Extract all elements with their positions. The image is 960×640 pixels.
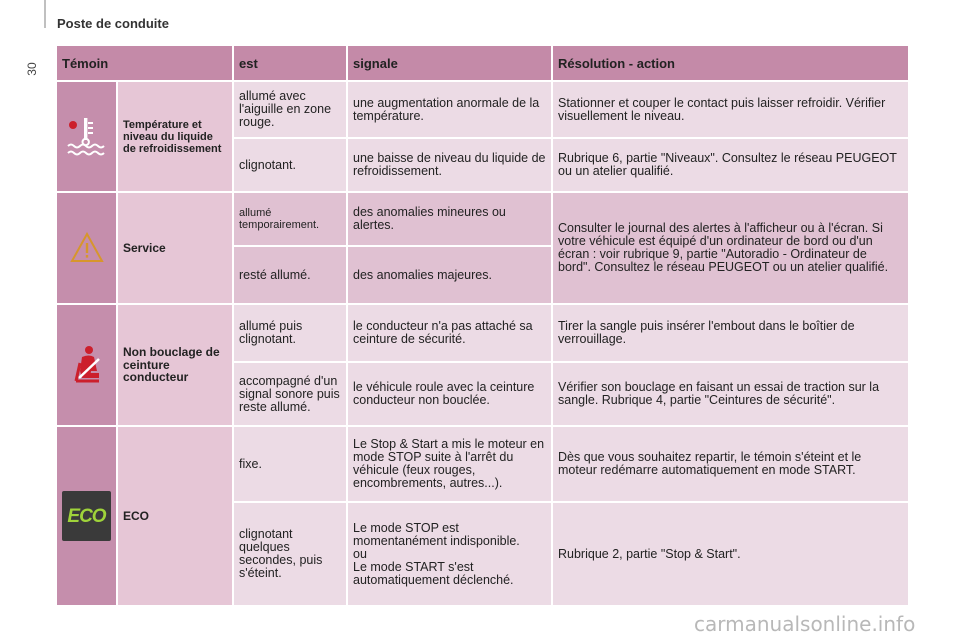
service-name: Service <box>118 193 232 303</box>
eco-signale-2-or: ou <box>353 546 367 561</box>
left-margin-rule <box>44 0 46 28</box>
seatbelt-signale-1: le conducteur n'a pas attaché sa ceinture de sécurité. <box>348 305 551 361</box>
temperature-resolution-2: Rubrique 6, partie "Niveaux". Consultez le réseau PEUGEOT ou un atelier qualifié. <box>553 139 908 191</box>
header-signale: signale <box>348 46 551 80</box>
warning-lights-table <box>57 46 900 606</box>
seatbelt-icon <box>70 345 104 385</box>
warning-triangle-icon <box>70 232 104 264</box>
watermark: carmanualsonline.info <box>694 612 916 636</box>
eco-resolution-1: Dès que vous souhaitez repartir, le témoin s'éteint et le moteur redémarre automatiquement en mode START. <box>553 427 908 501</box>
temperature-name: Température et niveau du liquide de refroidissement <box>118 82 232 191</box>
eco-signale-2 <box>348 503 551 605</box>
seatbelt-est-2: accompagné d'un signal sonore puis reste allumé. <box>234 363 346 425</box>
seatbelt-name: Non bouclage de ceinture conducteur <box>118 305 232 425</box>
service-signale-1: des anomalies mineures ou alertes. <box>348 193 551 245</box>
seatbelt-resolution-2: Vérifier son bouclage en faisant un essai de traction sur la sangle. Rubrique 4, partie "Ceintures de sécurité". <box>553 363 908 425</box>
eco-name: ECO <box>118 427 232 605</box>
temperature-icon-cell <box>57 82 116 191</box>
eco-icon: ECO <box>62 491 111 541</box>
header-est: est <box>234 46 346 80</box>
page-number: 30 <box>25 62 39 76</box>
temperature-signale-1: une augmentation anormale de la température. <box>348 82 551 137</box>
service-signale-2: des anomalies majeures. <box>348 247 551 303</box>
eco-icon-cell <box>57 427 116 605</box>
temperature-est-2: clignotant. <box>234 139 346 191</box>
seatbelt-icon-cell <box>57 305 116 425</box>
section-title: Poste de conduite <box>57 16 169 31</box>
eco-signale-2-line2: Le mode START s'est automatiquement déclenché. <box>353 559 514 587</box>
eco-signale-1: Le Stop & Start a mis le moteur en mode STOP suite à l'arrêt du véhicule (feux rouges, encombrements, autres...). <box>348 427 551 501</box>
service-resolution: Consulter le journal des alertes à l'afficheur ou à l'écran. Si votre véhicule est équipé d'un ordinateur de bord ou d'un écran : voir rubrique 9, partie "Autoradio - Ordinateur de bord". Consultez le réseau PEUGEOT ou un atelier qualifié. <box>553 193 908 303</box>
temperature-signale-2: une baisse de niveau du liquide de refroidissement. <box>348 139 551 191</box>
eco-est-2: clignotant quelques secondes, puis s'éteint. <box>234 503 346 605</box>
eco-resolution-2: Rubrique 2, partie "Stop & Start". <box>553 503 908 605</box>
temperature-resolution-1: Stationner et couper le contact puis laisser refroidir. Vérifier visuellement le niveau. <box>553 82 908 137</box>
seatbelt-est-1: allumé puis clignotant. <box>234 305 346 361</box>
temperature-est-1: allumé avec l'aiguille en zone rouge. <box>234 82 346 137</box>
header-resolution: Résolution - action <box>553 46 908 80</box>
seatbelt-resolution-1: Tirer la sangle puis insérer l'embout dans le boîtier de verrouillage. <box>553 305 908 361</box>
header-temoin: Témoin <box>57 46 232 80</box>
coolant-temperature-icon <box>65 115 109 159</box>
seatbelt-signale-2: le véhicule roule avec la ceinture conducteur non bouclée. <box>348 363 551 425</box>
service-est-2: resté allumé. <box>234 247 346 303</box>
service-est-1: allumé temporairement. <box>234 193 346 245</box>
eco-signale-2-line1: Le mode STOP est momentanément indisponible. <box>353 520 520 548</box>
service-icon-cell <box>57 193 116 303</box>
eco-est-1: fixe. <box>234 427 346 501</box>
